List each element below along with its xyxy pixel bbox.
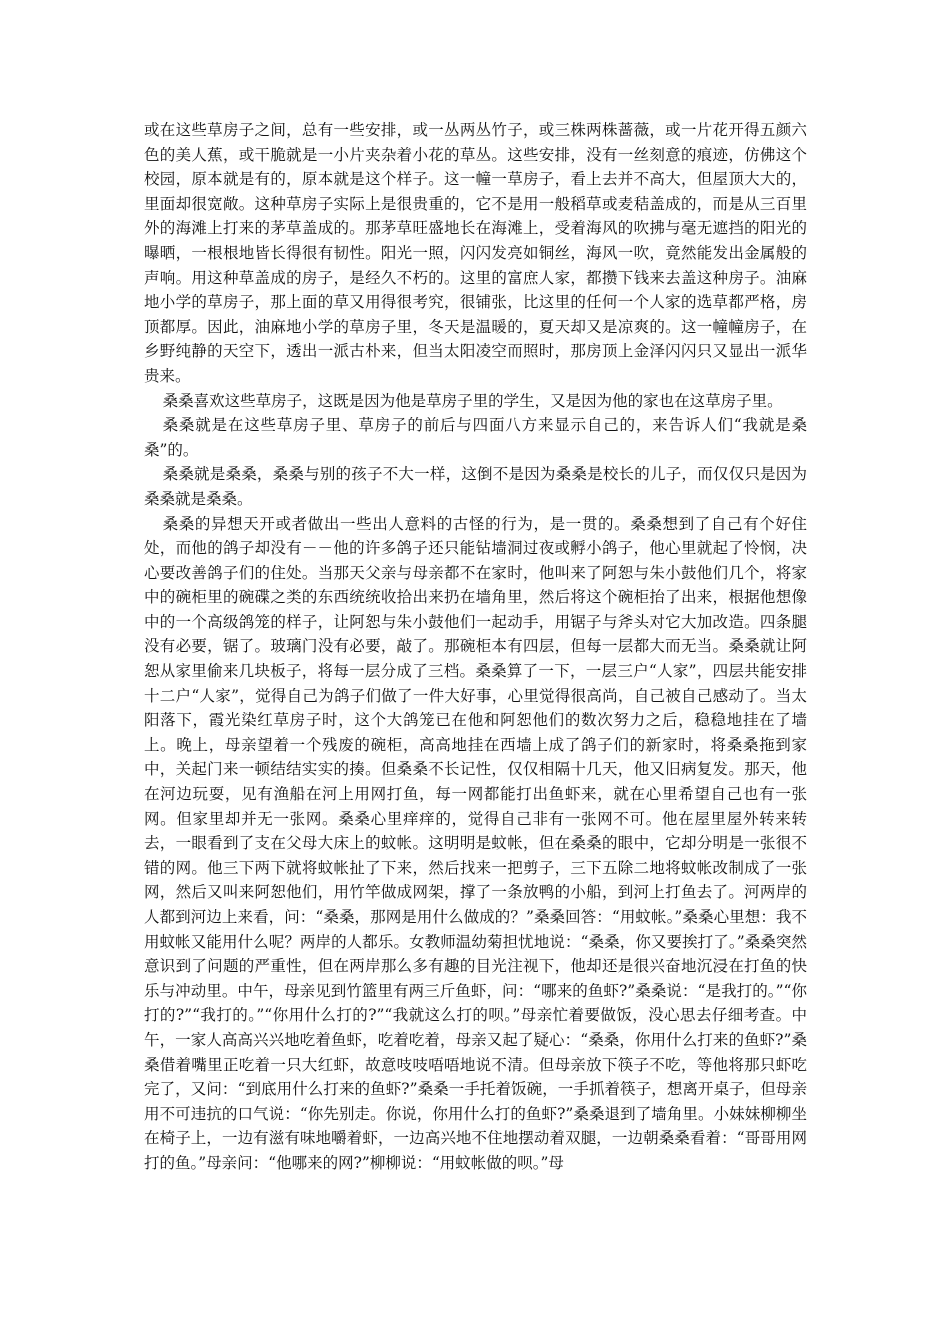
document-page xyxy=(144,118,807,1176)
paragraph-1: 或在这些草房子之间，总有一些安排，或一丛两丛竹子，或三株两株蔷薇，或一片花开得五颜六色的美人蕉，或干脆就是一小片夹杂着小花的草丛。这些安排，没有一丝刻意的痕迹，仿佛这个校园，原本就是有的，原本就是这个样子。这一幢一草房子，看上去并不高大，但屋顶大大的，里面却很宽敞。这种草房子实际上是很贵重的，它不是用一般稻草或麦秸盖成的，而是从三百里外的海滩上打来的茅草盖成的。那茅草旺盛地长在海滩上，受着海风的吹拂与毫无遮挡的阳光的曝晒，一根根地皆长得很有韧性。阳光一照，闪闪发亮如铜丝，海风一吹，竟然能发出金属般的声响。用这种草盖成的房子，是经久不朽的。这里的富庶人家，都攒下钱来去盖这种房子。油麻地小学的草房子，那上面的草又用得很考究，很铺张，比这里的任何一个人家的选草都严格，房顶都厚。因此，油麻地小学的草房子里，冬天是温暖的，夏天却又是凉爽的。这一幢幢房子，在乡野纯静的天空下，透出一派古朴来，但当太阳凌空而照时，那房顶上金泽闪闪只又显出一派华贵来。 xyxy=(144,121,807,385)
paragraph-5: 桑桑的异想天开或者做出一些出人意料的古怪的行为，是一贯的。桑桑想到了自己有个好住处，而他的鸽子却没有－－他的许多鸽子还只能钻墙洞过夜或孵小鸽子，他心里就起了怜悯，决心要改善鸽子们的住处。当那天父亲与母亲都不在家时，他叫来了阿恕与朱小鼓他们几个，将家中的碗柜里的碗碟之类的东西统统收拾出来扔在墙角里，然后将这个碗柜抬了出来，根据他想像中的一个高级鸽笼的样子，让阿恕与朱小鼓他们一起动手，用锯子与斧头对它大加改造。四条腿没有必要，锯了。玻璃门没有必要，敲了。那碗柜本有四层，但每一层都大而无当。桑桑就让阿恕从家里偷来几块板子，将每一层分成了三档。桑桑算了一下，一层三户“人家”，四层共能安排十二户“人家”，觉得自己为鸽子们做了一件大好事，心里觉得很高尚，自己被自己感动了。当太阳落下，霞光染红草房子时，这个大鸽笼已在他和阿恕他们的数次努力之后，稳稳地挂在了墙上。晚上，母亲望着一个残废的碗柜，高高地挂在西墙上成了鸽子们的新家时，将桑桑拖到家中，关起门来一顿结结实实的揍。但桑桑不长记性，仅仅相隔十几天，他又旧病复发。那天，他在河边玩耍，见有渔船在河上用网打鱼，每一网都能打出鱼虾来，就在心里希望自己也有一张网。但家里却并无一张网。桑桑心里痒痒的，觉得自己非有一张网不可。他在屋里屋外转来转去，一眼看到了支在父母大床上的蚊帐。这明明是蚊帐，但在桑桑的眼中，它却分明是一张很不错的网。他三下两下就将蚊帐扯了下来，然后找来一把剪子，三下五除二地将蚊帐改制成了一张网，然后又叫来阿恕他们，用竹竿做成网架，撑了一条放鸭的小船，到河上打鱼去了。河两岸的人都到河边上来看，问：“桑桑，那网是用什么做成的？”桑桑回答：“用蚊帐。”桑桑心里想：我不用蚊帐又能用什么呢？两岸的人都乐。女教师温幼菊担忧地说：“桑桑，你又要挨打了。”桑桑突然意识到了问题的严重性，但在两岸那么多有趣的目光注视下，他却还是很兴奋地沉浸在打鱼的快乐与冲动里。中午，母亲见到竹篮里有两三斤鱼虾，问：“哪来的鱼虾?”桑桑说：“是我打的。”“你打的?”“我打的。”“你用什么打的?”“我就这么打的呗。”母亲忙着要做饭，没心思去仔细考查。中午，一家人高高兴兴地吃着鱼虾，吃着吃着，母亲又起了疑心：“桑桑，你用什么打来的鱼虾?”桑桑借着嘴里正吃着一只大红虾，故意吱吱唔唔地说不清。但母亲放下筷子不吃，等他将那只虾吃完了，又问：“到底用什么打来的鱼虾?”桑桑一手托着饭碗，一手抓着筷子，想离开桌子，但母亲用不可违抗的口气说：“你先别走。你说，你用什么打的鱼虾?”桑桑退到了墙角里。小妹妹柳柳坐在椅子上，一边有滋有味地嚼着虾，一边高兴地不住地摆动着双腿，一边朝桑桑看着：“哥哥用网打的鱼。”母亲问：“他哪来的网?”柳柳说：“用蚊帐做的呗。”母 xyxy=(144,514,807,1172)
paragraph-2: 桑桑喜欢这些草房子，这既是因为他是草房子里的学生，又是因为他的家也在这草房子里。 xyxy=(162,391,783,410)
paragraph-4: 桑桑就是桑桑，桑桑与别的孩子不大一样，这倒不是因为桑桑是校长的儿子，而仅仅只是因为桑桑就是桑桑。 xyxy=(144,465,807,508)
paragraph-3: 桑桑就是在这些草房子里、草房子的前后与四面八方来显示自己的，来告诉人们“我就是桑桑”的。 xyxy=(144,416,807,459)
